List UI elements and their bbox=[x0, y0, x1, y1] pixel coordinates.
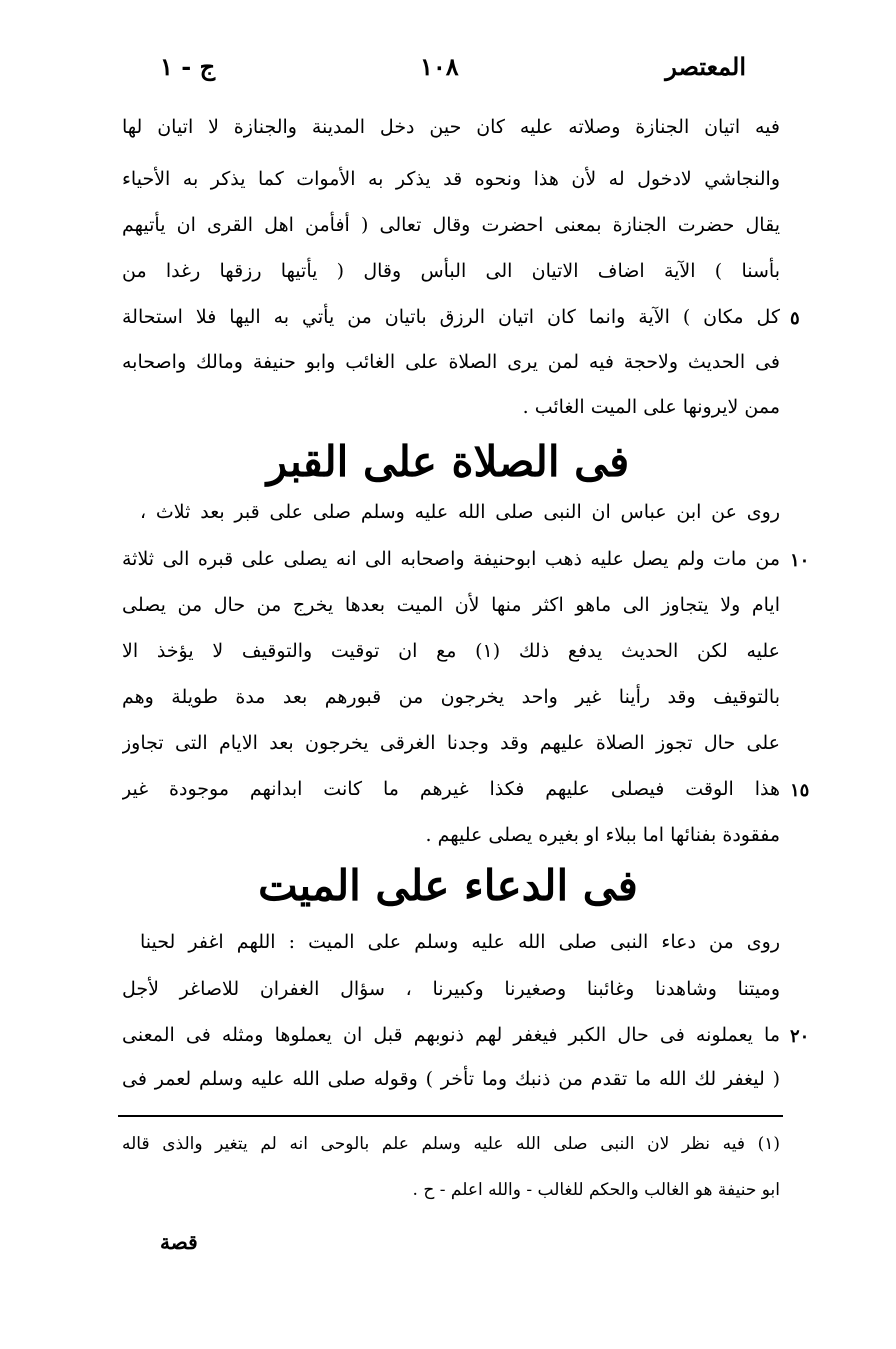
footnote-line: ابو حنيفة هو الغالب والحكم للغالب - والله اعلم - ح . bbox=[412, 1180, 780, 1200]
text-line: روى عن ابن عباس ان النبى صلى الله عليه وسلم صلى على قبر بعد ثلاث ، bbox=[140, 501, 780, 523]
text-line: فيه اتيان الجنازة وصلاته عليه كان حين دخل المدينة والجنازة لا اتيان لها bbox=[122, 116, 780, 138]
text-line: من مات ولم يصل عليه ذهب ابوحنيفة واصحابه الى انه يصلى على قبره الى ثلاثة bbox=[122, 548, 780, 570]
text-line: هذا الوقت فيصلى عليهم فكذا غيرهم ما كانت ابدانهم موجودة غير bbox=[122, 778, 780, 800]
text-line: على حال تجوز الصلاة عليهم وقد وجدنا الغرقى يخرجون بعد الايام التى تجاوز bbox=[122, 732, 780, 754]
line-number: ١٠ bbox=[790, 550, 810, 571]
footnote-separator bbox=[118, 1115, 783, 1117]
section-heading: فى الدعاء على الميت bbox=[258, 861, 638, 910]
text-line: ما يعملونه فى حال الكبر فيغفر لهم ذنوبهم قبل ان يعملوها ومثله فى المعنى bbox=[122, 1024, 780, 1046]
section-heading: فى الصلاة على القبر bbox=[266, 437, 630, 486]
text-line: مفقودة بفنائها اما ببلاء او بغيره يصلى عليهم . bbox=[425, 824, 780, 846]
text-line: وميتنا وشاهدنا وغائبنا وصغيرنا وكبيرنا ، سؤال الغفران للاصاغر لأجل bbox=[122, 978, 780, 1000]
text-line: فى الحديث ولاحجة فيه لمن يرى الصلاة على الغائب وابو حنيفة ومالك واصحابه bbox=[122, 351, 780, 373]
text-line: والنجاشي لادخول له لأن هذا ونحوه قد يذكر به الأموات كما يذكر به الأحياء bbox=[122, 168, 780, 190]
line-number: ٢٠ bbox=[790, 1026, 810, 1047]
text-line: عليه لكن الحديث يدفع ذلك (١) مع ان توقيت والتوقيف لا يؤخذ الا bbox=[122, 640, 780, 662]
text-line: بالتوقيف وقد رأينا غير واحد يخرجون من قبورهم بعد مدة طويلة وهم bbox=[122, 686, 780, 708]
text-line: ممن لايرونها على الميت الغائب . bbox=[522, 396, 780, 418]
text-line: روى من دعاء النبى صلى الله عليه وسلم على الميت : اللهم اغفر لحينا bbox=[140, 931, 780, 953]
text-line: ايام ولا يتجاوز الى ماهو اكثر منها لأن الميت بعدها يخرج من حال من يصلى bbox=[122, 594, 780, 616]
line-number: ١٥ bbox=[790, 780, 810, 801]
page-number: ١٠٨ bbox=[420, 52, 459, 81]
line-number: ٥ bbox=[790, 308, 800, 329]
catchword: قصة bbox=[160, 1230, 198, 1254]
text-line: يقال حضرت الجنازة بمعنى احضرت وقال تعالى ( أفأمن اهل القرى ان يأتيهم bbox=[122, 214, 780, 236]
running-title: المعتصر bbox=[665, 52, 746, 81]
text-line: بأسنا ) الآية اضاف الاتيان الى البأس وقال ( يأتيها رزقها رغدا من bbox=[122, 260, 780, 282]
footnote-line: (١) فيه نظر لان النبى صلى الله عليه وسلم علم بالوحى انه لم يتغير والذى قاله bbox=[122, 1134, 780, 1154]
text-line: ( ليغفر لك الله ما تقدم من ذنبك وما تأخر ) وقوله صلى الله عليه وسلم لعمر فى bbox=[122, 1068, 780, 1090]
text-line: كل مكان ) الآية وانما كان اتيان الرزق باتيان من يأتي به اليها فلا استحالة bbox=[122, 306, 780, 328]
volume-label: ج - ١ bbox=[160, 52, 216, 81]
